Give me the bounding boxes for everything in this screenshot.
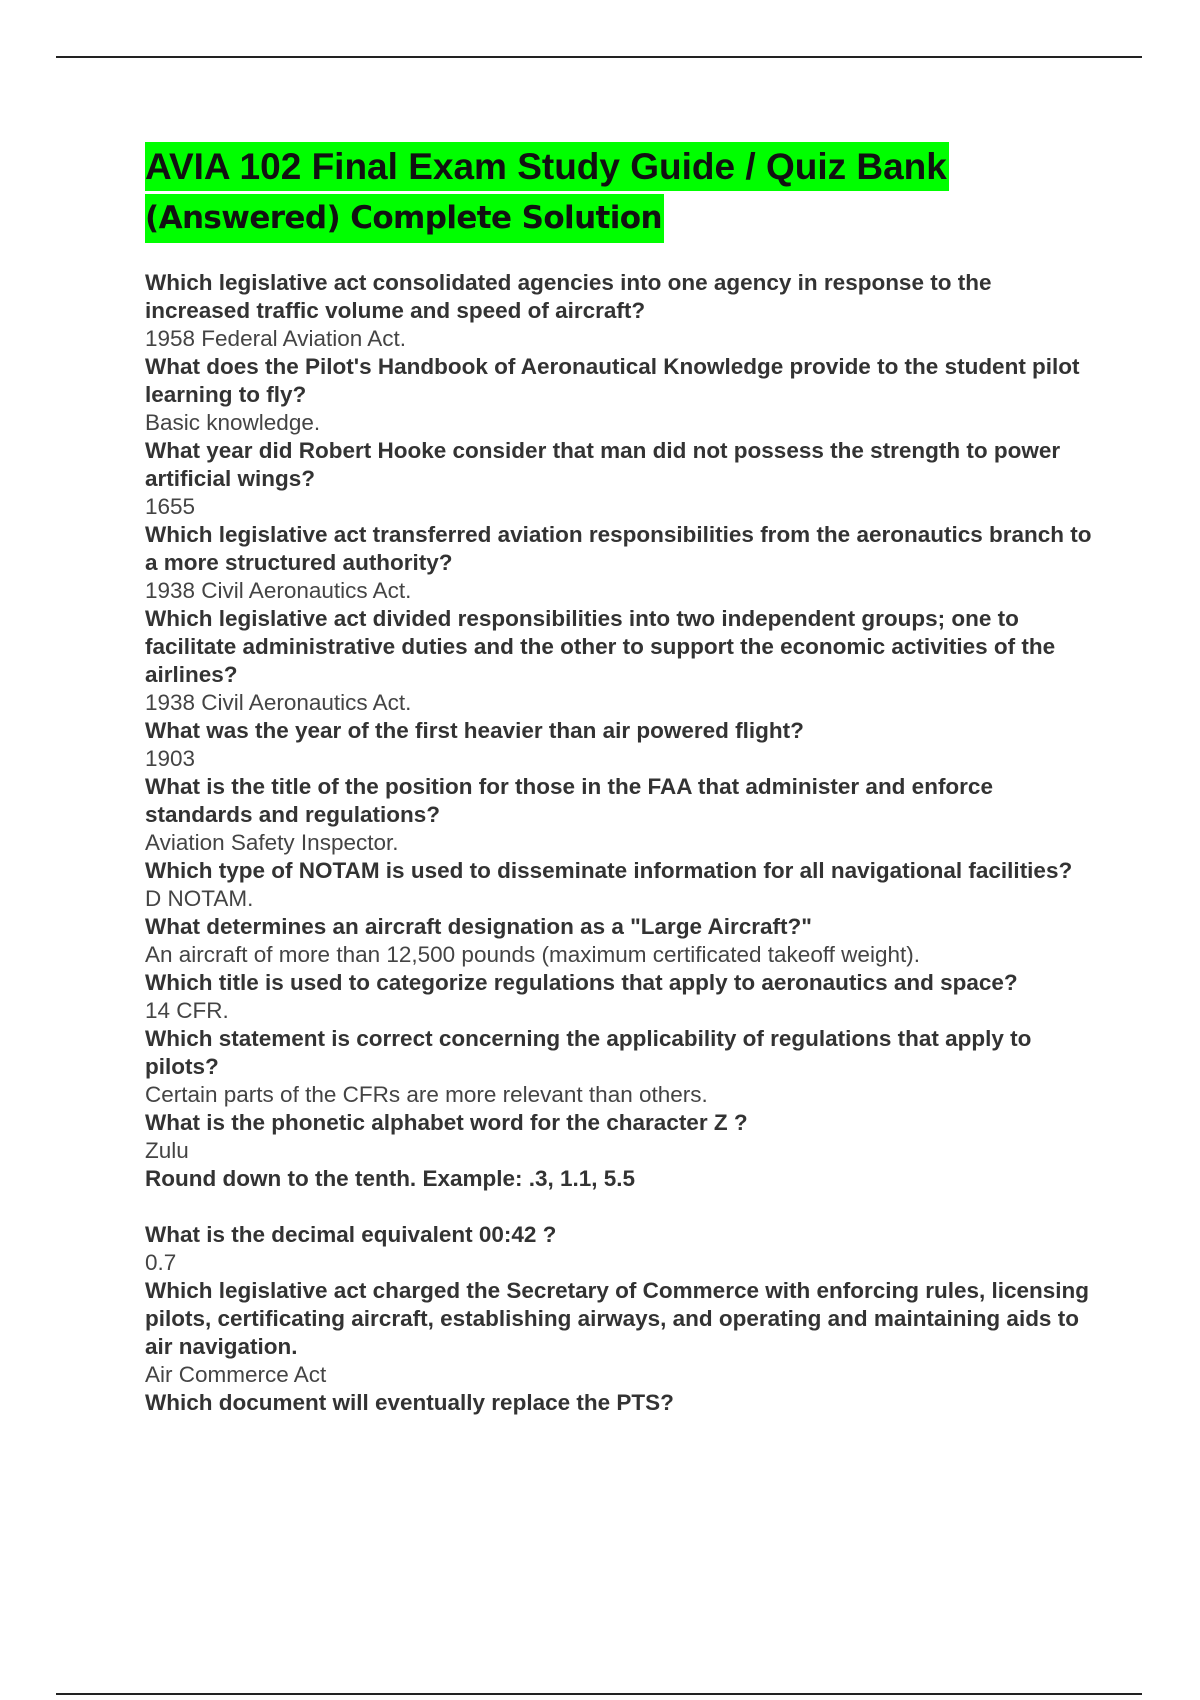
question-5: Which legislative act divided responsibilities into two independent groups; one to facilitate administrative duties and the other to support the economic activities of the airlines? [145,606,1056,687]
answer-5: 1938 Civil Aeronautics Act. [145,690,412,715]
answer-11: Certain parts of the CFRs are more relevant than others. [145,1082,708,1107]
question-10: Which title is used to categorize regulations that apply to aeronautics and space? [145,970,1018,995]
question-4: Which legislative act transferred aviation responsibilities from the aeronautics branch to a more structured authority? [145,522,1092,575]
qa-list [145,269,1095,1417]
answer-10: 14 CFR. [145,998,229,1023]
question-7: What is the title of the position for those in the FAA that administer and enforce standards and regulations? [145,774,993,827]
answer-13: 0.7 [145,1250,177,1275]
question-14: Which legislative act charged the Secretary of Commerce with enforcing rules, licensing pilots, certificating aircraft, establishing airways, and operating and maintaining aids to air navigation. [145,1278,1090,1359]
question-9: What determines an aircraft designation as a "Large Aircraft?" [145,914,812,939]
answer-2: Basic knowledge. [145,410,321,435]
question-6: What was the year of the first heavier than air powered flight? [145,718,804,743]
answer-9: An aircraft of more than 12,500 pounds (maximum certificated takeoff weight). [145,942,920,967]
header-rule [56,56,1142,58]
footer-rule [56,1693,1142,1695]
answer-12: Zulu [145,1138,189,1163]
answer-4: 1938 Civil Aeronautics Act. [145,578,412,603]
question-15: Which document will eventually replace the PTS? [145,1390,674,1415]
page-title [145,142,1105,243]
question-8: Which type of NOTAM is used to disseminate information for all navigational facilities? [145,858,1073,883]
question-2: What does the Pilot's Handbook of Aeronautical Knowledge provide to the student pilot learning to fly? [145,354,1080,407]
question-11: Which statement is correct concerning the applicability of regulations that apply to pilots? [145,1026,1032,1079]
blank-line [145,1193,1095,1221]
title-line-2: (Answered) Complete Solution [145,194,664,243]
question-1: Which legislative act consolidated agencies into one agency in response to the increased traffic volume and speed of aircraft? [145,270,992,323]
answer-8: D NOTAM. [145,886,254,911]
question-12: What is the phonetic alphabet word for the character Z ? [145,1110,748,1135]
question-3: What year did Robert Hooke consider that man did not possess the strength to power artificial wings? [145,438,1061,491]
answer-1: 1958 Federal Aviation Act. [145,326,407,351]
answer-14: Air Commerce Act [145,1362,327,1387]
answer-3: 1655 [145,494,196,519]
title-line-1: AVIA 102 Final Exam Study Guide / Quiz Bank [145,142,949,191]
question-13: What is the decimal equivalent 00:42 ? [145,1222,557,1247]
answer-7: Aviation Safety Inspector. [145,830,399,855]
answer-6: 1903 [145,746,196,771]
question-13-instruction: Round down to the tenth. Example: .3, 1.1, 5.5 [145,1166,636,1191]
